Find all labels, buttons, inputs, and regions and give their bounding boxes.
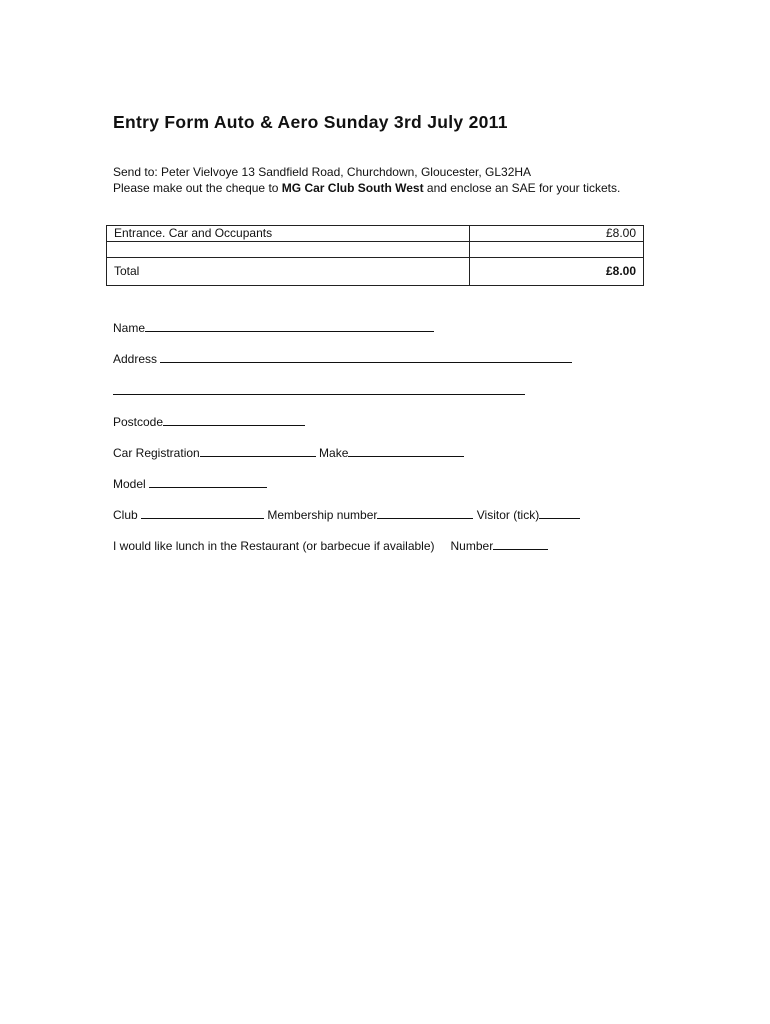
cheque-payee: MG Car Club South West [281, 181, 424, 195]
postcode-row [113, 413, 305, 429]
lunch-number-field[interactable] [493, 537, 548, 550]
visitor-tick-field[interactable] [539, 506, 580, 519]
car-registration-field[interactable] [200, 444, 316, 457]
car-row [113, 444, 464, 460]
address-label: Address [113, 352, 161, 366]
postcode-field[interactable] [163, 413, 305, 426]
model-field[interactable] [149, 475, 267, 488]
name-field[interactable] [145, 319, 434, 332]
visitor-label: Visitor (tick) [473, 508, 540, 522]
fee-description: Entrance. Car and Occupants [107, 226, 470, 242]
fee-amount: £8.00 [470, 226, 644, 242]
postcode-label: Postcode [113, 415, 164, 429]
name-row [113, 319, 434, 335]
address-line-2-row [113, 382, 525, 398]
model-label: Model [113, 477, 150, 491]
make-label: Make [315, 446, 349, 460]
lunch-label: I would like lunch in the Restaurant (or barbecue if available) [113, 539, 435, 553]
cheque-suffix: and enclose an SAE for your tickets. [423, 181, 621, 195]
fee-description [107, 242, 470, 258]
fees-table [106, 225, 644, 286]
car-registration-label: Car Registration [113, 446, 200, 460]
membership-number-field[interactable] [377, 506, 473, 519]
club-label: Club [113, 508, 142, 522]
membership-label: Membership number [264, 508, 378, 522]
send-to-address: Send to: Peter Vielvoye 13 Sandfield Road, Churchdown, Gloucester, GL32HA [113, 165, 532, 179]
table-row [107, 242, 644, 258]
club-field[interactable] [141, 506, 264, 519]
cheque-instructions [113, 181, 620, 195]
table-row [107, 226, 644, 242]
name-label: Name [113, 321, 146, 335]
address-field[interactable] [160, 350, 572, 363]
cheque-prefix: Please make out the cheque to [113, 181, 282, 195]
form-title: Entry Form Auto & Aero Sunday 3rd July 2011 [113, 112, 508, 132]
total-row [107, 258, 644, 286]
lunch-row [113, 537, 548, 553]
address-row [113, 350, 572, 366]
club-row [113, 506, 580, 522]
make-field[interactable] [348, 444, 464, 457]
address-line-2-field[interactable] [113, 382, 525, 395]
total-label: Total [107, 258, 470, 286]
model-row [113, 475, 267, 491]
fee-amount [470, 242, 644, 258]
number-label: Number [450, 539, 494, 553]
total-amount: £8.00 [470, 258, 644, 286]
